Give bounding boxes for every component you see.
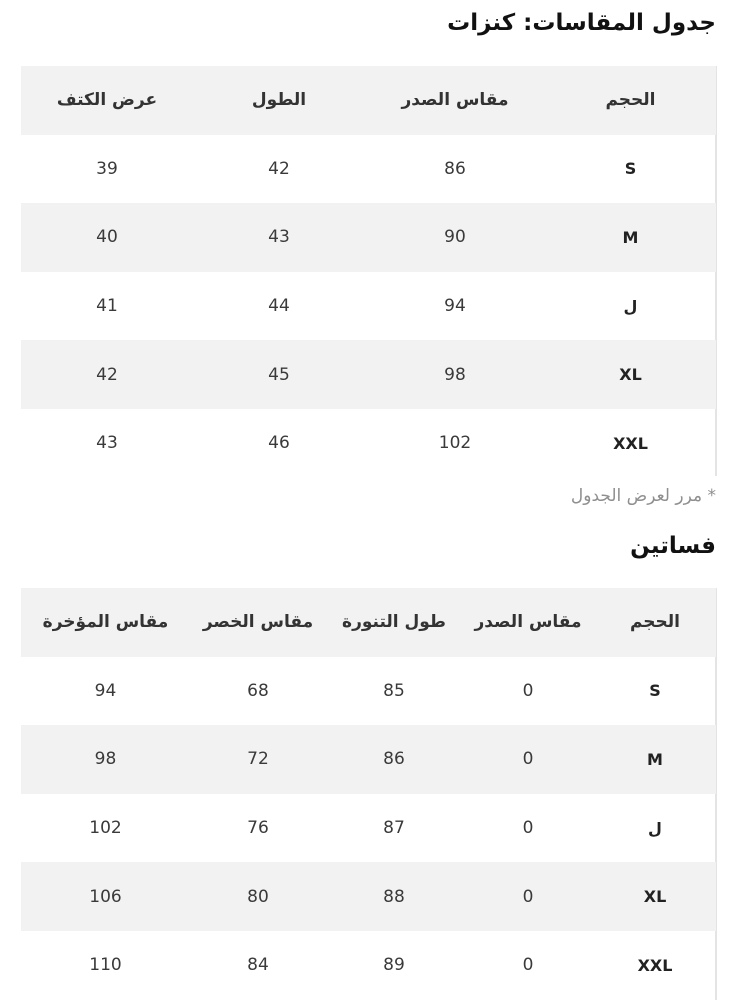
- cell-waist: 76: [247, 818, 269, 839]
- tops-size-table[interactable]: [21, 66, 716, 478]
- cell-chest: 102: [438, 433, 472, 454]
- cell-chest: 90: [444, 227, 466, 248]
- cell-skirt-length: 86: [383, 749, 405, 770]
- cell-hip: 110: [89, 955, 122, 976]
- cell-skirt-length: 85: [383, 680, 405, 701]
- cell-waist: 68: [247, 680, 269, 701]
- dresses-size-table[interactable]: [21, 588, 716, 1000]
- cell-size: XXL: [637, 955, 673, 975]
- table-row: [21, 862, 716, 931]
- column-header-hip: مقاس المؤخرة: [42, 612, 169, 633]
- table-row: [21, 931, 716, 1000]
- cell-skirt-length: 88: [383, 886, 405, 907]
- cell-length: 46: [268, 433, 290, 454]
- tops-size-chart-title: جدول المقاسات: كنزات: [447, 10, 716, 36]
- cell-length: 45: [268, 364, 290, 385]
- cell-length: 42: [268, 158, 290, 179]
- cell-length: 43: [268, 227, 290, 248]
- column-header-shoulder: عرض الكتف: [56, 90, 158, 111]
- column-header-size: الحجم: [605, 90, 656, 111]
- cell-size: XL: [619, 365, 642, 385]
- cell-size: ل: [623, 296, 638, 316]
- column-header-skirt-length: طول التنورة: [342, 612, 446, 633]
- cell-hip: 106: [89, 886, 122, 907]
- cell-size: S: [624, 159, 637, 179]
- column-header-size: الحجم: [629, 612, 681, 633]
- table-header-row: [21, 588, 716, 657]
- cell-skirt-length: 87: [383, 818, 405, 839]
- scroll-hint: * مرر لعرض الجدول: [570, 486, 716, 506]
- cell-chest: 98: [444, 364, 466, 385]
- table-row: [21, 725, 716, 794]
- cell-hip: 102: [89, 818, 122, 839]
- cell-chest: 0: [522, 680, 534, 701]
- cell-chest: 0: [522, 886, 534, 907]
- cell-hip: 98: [94, 749, 117, 770]
- cell-hip: 94: [94, 680, 117, 701]
- cell-shoulder: 41: [96, 296, 118, 317]
- cell-size: XXL: [613, 433, 648, 453]
- cell-shoulder: 40: [96, 227, 118, 248]
- cell-skirt-length: 89: [383, 955, 405, 976]
- cell-chest: 0: [522, 818, 534, 839]
- cell-chest: 86: [444, 158, 466, 179]
- cell-chest: 94: [444, 296, 466, 317]
- cell-size: XL: [643, 887, 667, 907]
- column-header-chest: مقاس الصدر: [474, 612, 582, 633]
- cell-size: S: [649, 681, 661, 701]
- cell-shoulder: 43: [96, 433, 118, 454]
- column-header-waist: مقاس الخصر: [202, 612, 314, 633]
- cell-chest: 0: [522, 749, 534, 770]
- cell-size: ل: [648, 818, 662, 838]
- table-row: [21, 203, 716, 272]
- dresses-section-title: فساتين: [630, 533, 716, 559]
- table-header-row: [21, 66, 716, 135]
- cell-waist: 72: [247, 749, 269, 770]
- table-row: [21, 794, 716, 863]
- cell-chest: 0: [522, 955, 534, 976]
- cell-waist: 80: [247, 886, 269, 907]
- cell-length: 44: [268, 296, 290, 317]
- cell-shoulder: 39: [96, 158, 118, 179]
- table-row: [21, 340, 716, 409]
- cell-size: M: [622, 227, 639, 247]
- cell-shoulder: 42: [96, 364, 118, 385]
- cell-waist: 84: [247, 955, 269, 976]
- column-header-chest: مقاس الصدر: [401, 90, 509, 111]
- table-row: [21, 409, 716, 478]
- table-row: [21, 272, 716, 341]
- column-header-length: الطول: [251, 90, 307, 111]
- cell-size: M: [647, 749, 663, 769]
- table-row: [21, 657, 716, 726]
- table-row: [21, 135, 716, 204]
